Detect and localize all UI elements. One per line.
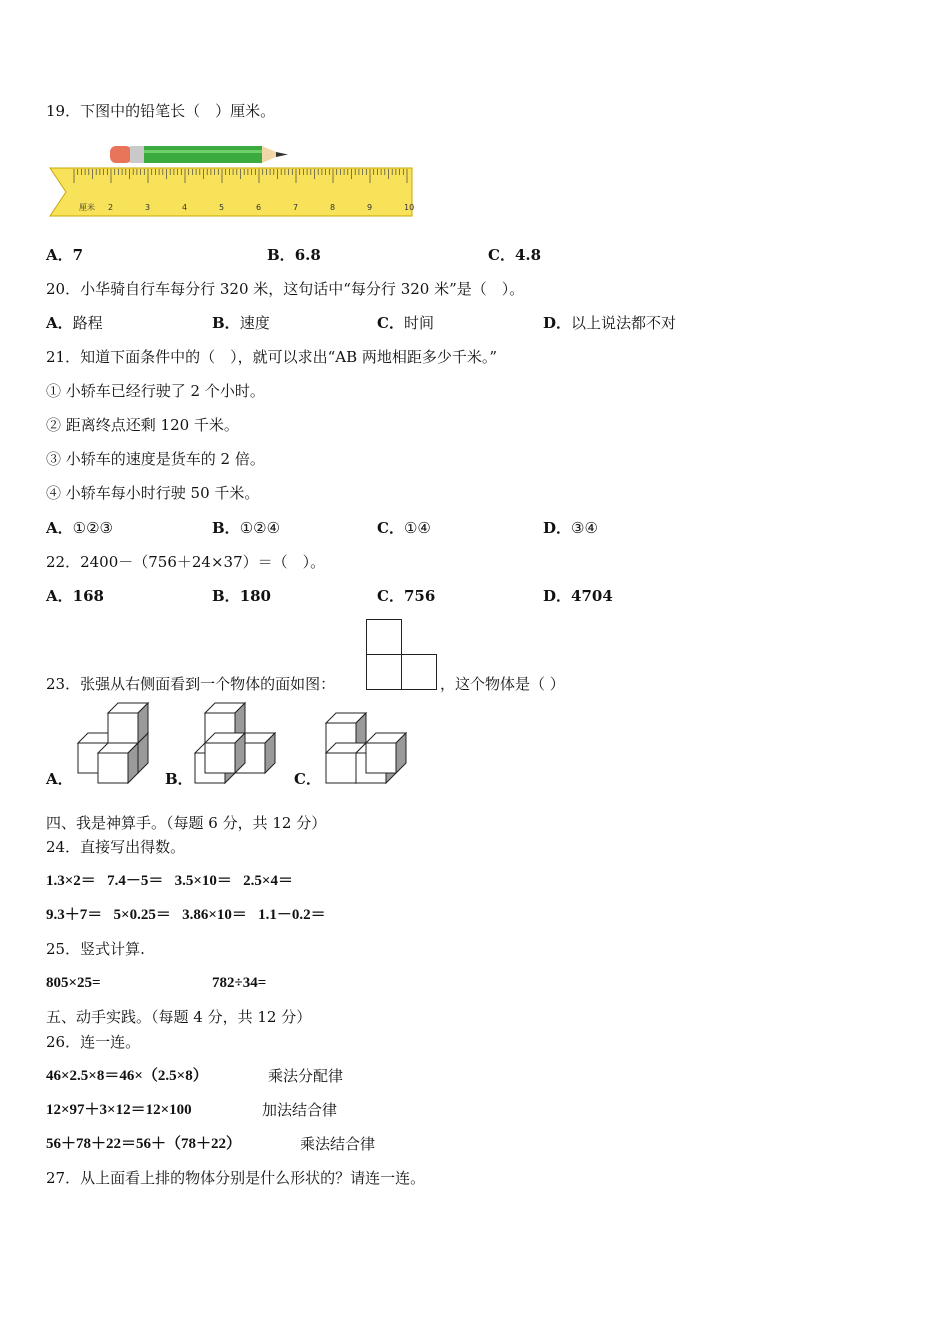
q23-stem-after: ，这个物体是（ ） xyxy=(440,675,565,693)
side-view-figure xyxy=(366,619,438,691)
q25-item-1: 805×25= xyxy=(46,975,101,991)
q23-option-c[interactable]: C． xyxy=(294,770,321,788)
ruler-tick-label: 9 xyxy=(367,203,373,212)
ruler-tick-label: 7 xyxy=(293,203,299,212)
q26-law-2[interactable]: 加法结合律 xyxy=(262,1101,338,1119)
ruler-tick-label: 8 xyxy=(330,203,336,212)
ruler-tick-label: 2 xyxy=(108,203,114,212)
q24-item: 3.86×10＝ xyxy=(182,907,247,923)
ruler-tick-label: 4 xyxy=(182,203,188,212)
ruler-tick-label: 5 xyxy=(219,203,225,212)
ruler-tick-label: 3 xyxy=(145,203,151,212)
q21-stem: 21．知道下面条件中的（ ），就可以求出“AB 两地相距多少千米。” xyxy=(46,348,498,366)
cube xyxy=(205,733,245,773)
section5-title: 五、动手实践。（每题 4 分，共 12 分） xyxy=(46,1008,312,1026)
q19-option-c[interactable]: C．4.8 xyxy=(488,246,542,264)
cube xyxy=(366,733,406,773)
q24-item: 7.4－5＝ xyxy=(107,873,164,889)
q25-item-2: 782÷34= xyxy=(212,975,267,991)
q24-item: 5×0.25＝ xyxy=(113,907,171,923)
ruler-unit-label: 厘米 xyxy=(79,203,95,212)
q22-option-a[interactable]: A．168 xyxy=(46,587,104,605)
q21-option-c[interactable]: C．①④ xyxy=(377,519,431,537)
q24-row-1 xyxy=(46,871,293,891)
q19-stem: 19．下图中的铅笔长（ ）厘米。 xyxy=(46,102,276,120)
q26-law-1[interactable]: 乘法分配律 xyxy=(268,1067,344,1085)
q20-stem: 20．小华骑自行车每分行 320 米，这句话中“每分行 320 米”是（ ）。 xyxy=(46,280,525,298)
q26-stem: 26．连一连。 xyxy=(46,1033,141,1051)
q21-condition-1: ① 小轿车已经行驶了 2 个小时。 xyxy=(46,382,265,400)
ruler-icon xyxy=(50,168,415,216)
section4-title: 四、我是神算手。（每题 6 分，共 12 分） xyxy=(46,814,327,832)
q21-option-d[interactable]: D．③④ xyxy=(543,519,598,537)
q27-stem: 27．从上面看上排的物体分别是什么形状的？请连一连。 xyxy=(46,1169,426,1187)
q20-option-b[interactable]: B．速度 xyxy=(212,314,270,332)
q24-item: 9.3＋7＝ xyxy=(46,907,103,923)
q22-option-c[interactable]: C．756 xyxy=(377,587,436,605)
q21-condition-2: ② 距离终点还剩 120 千米。 xyxy=(46,416,239,434)
q24-stem: 24．直接写出得数。 xyxy=(46,838,186,856)
q23-stem-before: 23．张强从右侧面看到一个物体的面如图： xyxy=(46,675,336,693)
q20-option-c[interactable]: C．时间 xyxy=(377,314,434,332)
q26-expr-3: 56＋78＋22＝56＋（78＋22） xyxy=(46,1136,242,1152)
cube-figure-b[interactable] xyxy=(193,701,279,787)
q24-item: 1.3×2＝ xyxy=(46,873,96,889)
q21-condition-4: ④ 小轿车每小时行驶 50 千米。 xyxy=(46,484,260,502)
q19-option-a[interactable]: A．7 xyxy=(46,246,84,264)
pencil-icon xyxy=(110,146,288,163)
q24-item: 2.5×4＝ xyxy=(243,873,293,889)
q21-condition-3: ③ 小轿车的速度是货车的 2 倍。 xyxy=(46,450,265,468)
q19-option-b[interactable]: B．6.8 xyxy=(267,246,321,264)
cube-figure-a[interactable] xyxy=(74,701,154,787)
q20-option-d[interactable]: D．以上说法都不对 xyxy=(543,314,677,332)
q26-expr-1: 46×2.5×8＝46×（2.5×8） xyxy=(46,1068,208,1084)
q25-stem: 25．竖式计算. xyxy=(46,940,145,958)
cube xyxy=(98,743,138,783)
q21-option-a[interactable]: A．①②③ xyxy=(46,519,113,537)
ruler-with-pencil-image xyxy=(46,140,416,222)
q22-stem: 22．2400－（756＋24×37）＝（ ）。 xyxy=(46,553,326,571)
q24-item: 3.5×10＝ xyxy=(174,873,232,889)
q26-law-3[interactable]: 乘法结合律 xyxy=(300,1135,376,1153)
q26-expr-2: 12×97＋3×12＝12×100 xyxy=(46,1102,192,1118)
q24-row-2 xyxy=(46,905,326,925)
cube-figure-c[interactable] xyxy=(322,711,412,797)
q22-option-b[interactable]: B．180 xyxy=(212,587,271,605)
cube xyxy=(108,703,148,743)
q24-item: 1.1－0.2＝ xyxy=(258,907,326,923)
q23-option-b[interactable]: B． xyxy=(165,770,193,788)
q22-option-d[interactable]: D．4704 xyxy=(543,587,613,605)
q23-option-a[interactable]: A． xyxy=(46,770,73,788)
ruler-tick-label: 10 xyxy=(404,203,415,212)
ruler-tick-label: 6 xyxy=(256,203,262,212)
q21-option-b[interactable]: B．①②④ xyxy=(212,519,281,537)
q20-option-a[interactable]: A．路程 xyxy=(46,314,103,332)
